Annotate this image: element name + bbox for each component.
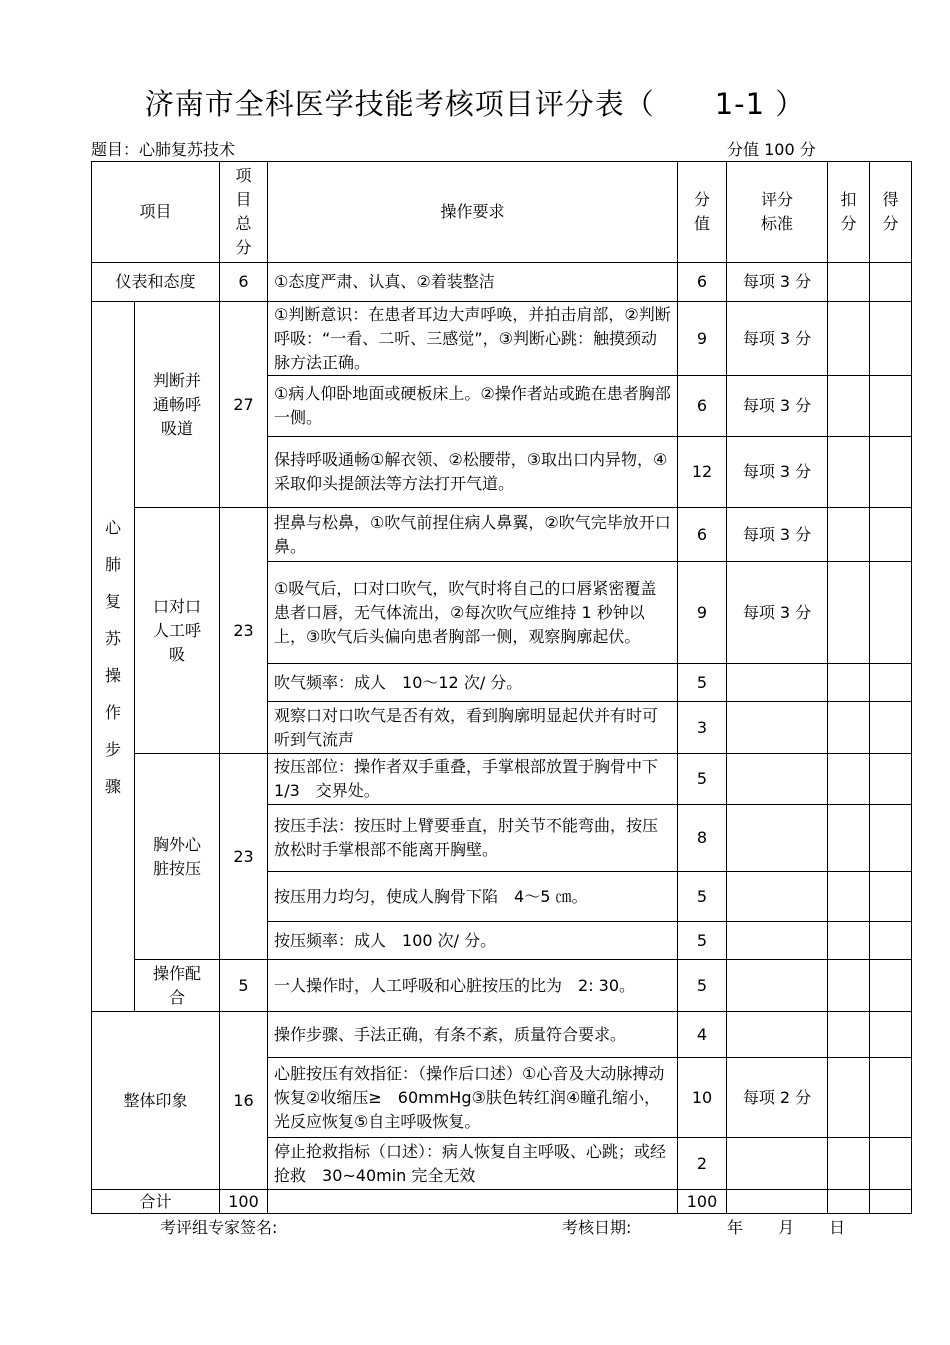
header-operation: 操作要求 bbox=[268, 162, 678, 263]
sum-score: 100 bbox=[678, 1190, 727, 1214]
requirement: 按压频率：成人 100 次/ 分。 bbox=[268, 922, 678, 960]
table-row bbox=[92, 302, 912, 376]
score-standard: 每项 3 分 bbox=[727, 263, 828, 302]
get-cell[interactable] bbox=[870, 960, 912, 1012]
score-value: 3 bbox=[678, 702, 727, 754]
sum-std bbox=[727, 1190, 828, 1214]
score-value: 2 bbox=[678, 1138, 727, 1190]
deduct-cell[interactable] bbox=[828, 872, 870, 922]
page-title: 济南市全科医学技能考核项目评分表（ 1-1 ） bbox=[144, 87, 806, 121]
header-standard: 评分标准 bbox=[727, 162, 828, 263]
get-cell[interactable] bbox=[870, 872, 912, 922]
score-standard bbox=[727, 922, 828, 960]
expert-signature-label: 考评组专家签名: bbox=[160, 1218, 278, 1237]
sum-deduct-cell[interactable] bbox=[828, 1190, 870, 1214]
deduct-cell[interactable] bbox=[828, 1058, 870, 1138]
score-standard: 每项 3 分 bbox=[727, 508, 828, 562]
table-row bbox=[92, 960, 912, 1012]
get-cell[interactable] bbox=[870, 508, 912, 562]
deduct-cell[interactable] bbox=[828, 1012, 870, 1058]
requirement: ①判断意识：在患者耳边大声呼唤，并拍击肩部，②判断呼吸：“一看、二听、三感觉”，③判断心跳：触摸颈动脉方法正确。 bbox=[268, 302, 678, 376]
requirement: 吹气频率：成人 10～12 次/ 分。 bbox=[268, 664, 678, 702]
deduct-cell[interactable] bbox=[828, 437, 870, 508]
group-rescue-breathing-total: 23 bbox=[220, 508, 268, 754]
requirement: 按压部位：操作者双手重叠，手掌根部放置于胸骨中下 1/3 交界处。 bbox=[268, 754, 678, 805]
deduct-cell[interactable] bbox=[828, 562, 870, 664]
get-cell[interactable] bbox=[870, 1138, 912, 1190]
score-standard bbox=[727, 1138, 828, 1190]
sum-get-cell[interactable] bbox=[870, 1190, 912, 1214]
score-standard: 每项 3 分 bbox=[727, 376, 828, 437]
requirement: ①态度严肃、认真、②着装整洁 bbox=[268, 263, 678, 302]
score-standard bbox=[727, 754, 828, 805]
requirement: 按压手法：按压时上臂要垂直，肘关节不能弯曲，按压放松时手掌根部不能离开胸壁。 bbox=[268, 805, 678, 872]
score-standard bbox=[727, 872, 828, 922]
requirement: 捏鼻与松鼻，①吹气前捏住病人鼻翼，②吹气完毕放开口鼻。 bbox=[268, 508, 678, 562]
deduct-cell[interactable] bbox=[828, 702, 870, 754]
group-chest-compression: 胸外心脏按压 bbox=[135, 754, 220, 960]
score-standard bbox=[727, 805, 828, 872]
deduct-cell[interactable] bbox=[828, 922, 870, 960]
get-cell[interactable] bbox=[870, 702, 912, 754]
deduct-cell[interactable] bbox=[828, 302, 870, 376]
score-value: 9 bbox=[678, 562, 727, 664]
score-value: 9 bbox=[678, 302, 727, 376]
get-cell[interactable] bbox=[870, 805, 912, 872]
score-value: 12 bbox=[678, 437, 727, 508]
item-total: 6 bbox=[220, 263, 268, 302]
score-value: 4 bbox=[678, 1012, 727, 1058]
deduct-cell[interactable] bbox=[828, 263, 870, 302]
section-cpr-steps: 心肺复苏操作步骤 bbox=[92, 302, 135, 1012]
table-row bbox=[92, 1012, 912, 1058]
score-value: 5 bbox=[678, 922, 727, 960]
score-value: 5 bbox=[678, 754, 727, 805]
exam-date-fields: 年 月 日 bbox=[727, 1218, 846, 1237]
score-value: 5 bbox=[678, 872, 727, 922]
exam-date-label: 考核日期: bbox=[562, 1218, 632, 1237]
get-cell[interactable] bbox=[870, 302, 912, 376]
score-value: 6 bbox=[678, 508, 727, 562]
group-rescue-breathing: 口对口人工呼吸 bbox=[135, 508, 220, 754]
table-row bbox=[92, 508, 912, 562]
header-get: 得分 bbox=[870, 162, 912, 263]
requirement: 心脏按压有效指征：（操作后口述）①心音及大动脉搏动恢复②收缩压≥ 60mmHg③肤色转红润④瞳孔缩小，光反应恢复⑤自主呼吸恢复。 bbox=[268, 1058, 678, 1138]
score-standard bbox=[727, 702, 828, 754]
group-airway-total: 27 bbox=[220, 302, 268, 508]
score-value: 8 bbox=[678, 805, 727, 872]
deduct-cell[interactable] bbox=[828, 805, 870, 872]
group-coordination-total: 5 bbox=[220, 960, 268, 1012]
deduct-cell[interactable] bbox=[828, 376, 870, 437]
get-cell[interactable] bbox=[870, 437, 912, 508]
get-cell[interactable] bbox=[870, 1012, 912, 1058]
group-overall-impression: 整体印象 bbox=[92, 1012, 220, 1190]
sum-row bbox=[92, 1190, 912, 1214]
table-row bbox=[92, 754, 912, 805]
sum-empty bbox=[268, 1190, 678, 1214]
score-value: 5 bbox=[678, 960, 727, 1012]
group-chest-compression-total: 23 bbox=[220, 754, 268, 960]
get-cell[interactable] bbox=[870, 562, 912, 664]
item-appearance: 仪表和态度 bbox=[92, 263, 220, 302]
group-coordination: 操作配合 bbox=[135, 960, 220, 1012]
requirement: 一人操作时，人工呼吸和心脏按压的比为 2: 30。 bbox=[268, 960, 678, 1012]
get-cell[interactable] bbox=[870, 922, 912, 960]
requirement: ①病人仰卧地面或硬板床上。②操作者站或跪在患者胸部一侧。 bbox=[268, 376, 678, 437]
deduct-cell[interactable] bbox=[828, 960, 870, 1012]
get-cell[interactable] bbox=[870, 376, 912, 437]
deduct-cell[interactable] bbox=[828, 1138, 870, 1190]
get-cell[interactable] bbox=[870, 1058, 912, 1138]
requirement: 按压用力均匀，使成人胸骨下陷 4～5 ㎝。 bbox=[268, 872, 678, 922]
requirement: 观察口对口吹气是否有效，看到胸廓明显起伏并有时可听到气流声 bbox=[268, 702, 678, 754]
get-cell[interactable] bbox=[870, 754, 912, 805]
get-cell[interactable] bbox=[870, 664, 912, 702]
score-value: 5 bbox=[678, 664, 727, 702]
header-item: 项目 bbox=[92, 162, 220, 263]
table-row bbox=[92, 263, 912, 302]
score-value: 10 bbox=[678, 1058, 727, 1138]
score-standard: 每项 3 分 bbox=[727, 562, 828, 664]
score-standard bbox=[727, 664, 828, 702]
deduct-cell[interactable] bbox=[828, 664, 870, 702]
score-value: 6 bbox=[678, 263, 727, 302]
score-standard bbox=[727, 1012, 828, 1058]
score-standard: 每项 2 分 bbox=[727, 1058, 828, 1138]
header-item-total: 项目总分 bbox=[220, 162, 268, 263]
score-value: 6 bbox=[678, 376, 727, 437]
deduct-cell[interactable] bbox=[828, 754, 870, 805]
score-standard: 每项 3 分 bbox=[727, 302, 828, 376]
header-deduct: 扣分 bbox=[828, 162, 870, 263]
score-standard bbox=[727, 960, 828, 1012]
header-row bbox=[92, 162, 912, 263]
subject-label: 题目：心肺复苏技术 bbox=[91, 140, 236, 159]
requirement: 保持呼吸通畅①解衣领、②松腰带，③取出口内异物，④采取仰头提颌法等方法打开气道。 bbox=[268, 437, 678, 508]
sum-label: 合计 bbox=[92, 1190, 220, 1214]
score-table bbox=[91, 161, 912, 1214]
deduct-cell[interactable] bbox=[828, 508, 870, 562]
get-cell[interactable] bbox=[870, 263, 912, 302]
requirement: 停止抢救指标（口述）：病人恢复自主呼吸、心跳；或经抢救 30~40min 完全无效 bbox=[268, 1138, 678, 1190]
header-score: 分值 bbox=[678, 162, 727, 263]
score-standard: 每项 3 分 bbox=[727, 437, 828, 508]
group-overall-impression-total: 16 bbox=[220, 1012, 268, 1190]
requirement: ①吸气后，口对口吹气，吹气时将自己的口唇紧密覆盖患者口唇，无气体流出，②每次吹气应维持 1 秒钟以上，③吹气后头偏向患者胸部一侧，观察胸廓起伏。 bbox=[268, 562, 678, 664]
group-airway: 判断并通畅呼吸道 bbox=[135, 302, 220, 508]
requirement: 操作步骤、手法正确，有条不紊，质量符合要求。 bbox=[268, 1012, 678, 1058]
total-score-label: 分值 100 分 bbox=[727, 140, 816, 159]
sum-total: 100 bbox=[220, 1190, 268, 1214]
